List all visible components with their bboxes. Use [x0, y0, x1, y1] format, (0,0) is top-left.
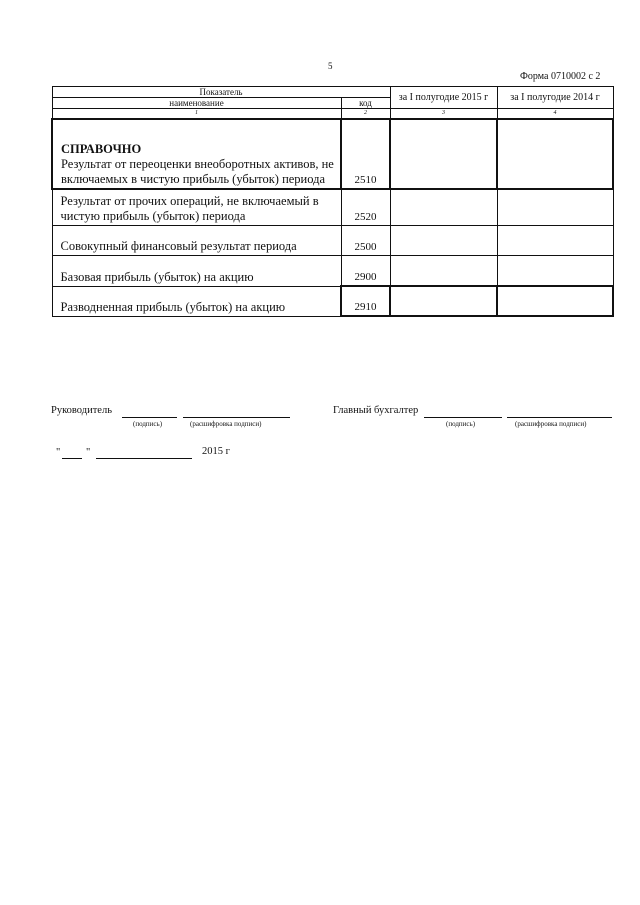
table-row	[52, 119, 613, 189]
header-name: наименование	[52, 98, 341, 109]
row-label: Совокупный финансовый результат периода	[52, 225, 341, 255]
page-number: 5	[328, 61, 333, 71]
head-signature-hint: (подпись)	[133, 420, 163, 428]
col-index-2: 2	[341, 109, 390, 120]
header-period-2014: за I полугодие 2014 г	[497, 87, 613, 109]
date-close-quote: "	[86, 447, 91, 458]
header-indicator: Показатель	[52, 87, 390, 98]
value-cell-2015[interactable]	[390, 255, 497, 286]
table-row	[52, 189, 613, 225]
row-code: 2500	[341, 225, 390, 255]
col-index-4: 4	[497, 109, 613, 120]
row-label: Результат от переоценки внеоборотных активов, не включаемых в чистую прибыль (убыток) периода	[61, 157, 334, 186]
head-decode-hint: (расшифровка подписи)	[190, 420, 262, 428]
date-year: 2015 г	[202, 446, 230, 457]
head-signature-line[interactable]	[122, 417, 177, 418]
table-row	[52, 286, 613, 316]
table-row	[52, 255, 613, 286]
row-name-2510	[52, 119, 341, 189]
row-label: Результат от прочих операций, не включаемый в чистую прибыль (убыток) периода	[52, 189, 341, 225]
header-code: код	[341, 98, 390, 109]
value-cell-2015[interactable]	[390, 225, 497, 255]
date-open-quote: "	[56, 447, 61, 458]
date-day-line[interactable]	[62, 458, 82, 459]
accountant-label: Главный бухгалтер	[333, 405, 419, 416]
value-cell-2014[interactable]	[497, 286, 613, 316]
row-code: 2900	[341, 255, 390, 286]
accountant-decode-hint: (расшифровка подписи)	[515, 420, 587, 428]
head-decode-line[interactable]	[183, 417, 290, 418]
value-cell-2015[interactable]	[390, 189, 497, 225]
value-cell-2015[interactable]	[390, 286, 497, 316]
table-row	[52, 225, 613, 255]
form-code-label: Форма 0710002 с 2	[520, 71, 601, 82]
section-title: СПРАВОЧНО	[61, 142, 142, 156]
date-month-line[interactable]	[96, 458, 192, 459]
value-cell-2014[interactable]	[497, 119, 613, 189]
report-table	[51, 86, 614, 317]
accountant-signature-line[interactable]	[424, 417, 502, 418]
row-code: 2520	[341, 189, 390, 225]
header-period-2015: за I полугодие 2015 г	[390, 87, 497, 109]
row-label: Разводненная прибыль (убыток) на акцию	[52, 286, 341, 316]
col-index-1: 1	[52, 109, 341, 120]
row-code: 2510	[341, 119, 390, 189]
value-cell-2014[interactable]	[497, 225, 613, 255]
row-label: Базовая прибыль (убыток) на акцию	[52, 255, 341, 286]
accountant-decode-line[interactable]	[507, 417, 612, 418]
value-cell-2014[interactable]	[497, 189, 613, 225]
value-cell-2015[interactable]	[390, 119, 497, 189]
accountant-signature-hint: (подпись)	[446, 420, 476, 428]
head-label: Руководитель	[51, 405, 112, 416]
row-code: 2910	[341, 286, 390, 316]
col-index-3: 3	[390, 109, 497, 120]
value-cell-2014[interactable]	[497, 255, 613, 286]
